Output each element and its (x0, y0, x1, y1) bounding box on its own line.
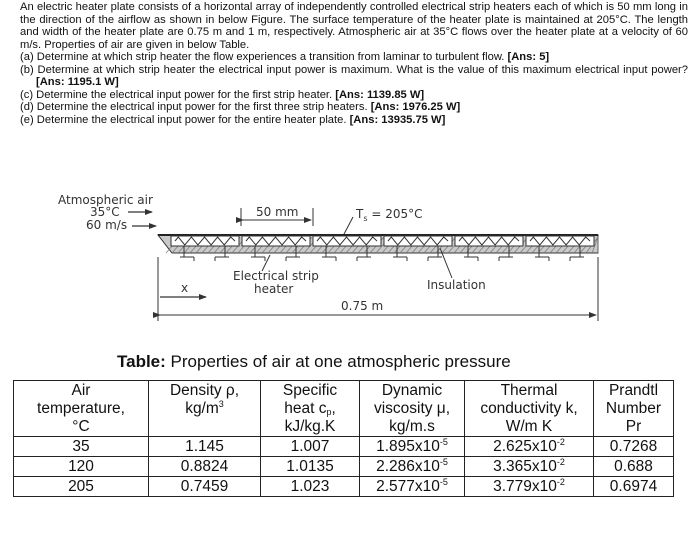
strip-length-label: 50 mm (256, 205, 299, 219)
cell-exponent: -5 (439, 477, 448, 487)
part-c-answer: [Ans: 1139.85 W] (335, 88, 425, 101)
table-row (14, 457, 674, 477)
cell-specific-heat: 1.023 (261, 477, 360, 497)
heater-plate-figure (0, 185, 700, 345)
cell-conductivity (465, 477, 594, 497)
cell-exponent: -5 (439, 457, 448, 467)
problem-intro: An electric heater plate consists of a horizontal array of independently controlled electrical strip heaters each of which is 50 mm long in the direction of the airflow as shown in below Figure. The surface temperature of the heater plate is maintained at 205°C. The length and width of the heater plate are 0.75 m and 1 m, respectively. Atmospheric air at 35°C flows over the heater plate at a velocity of 60 m/s. Properties of air are given in below Table. (20, 1, 688, 51)
cell-temperature: 35 (14, 437, 149, 457)
part-c-text: (c) Determine the electrical input power for the first strip heater. (20, 88, 336, 101)
header-text: kg/m (185, 400, 219, 417)
cell-mantissa: 2.577x10 (376, 478, 440, 495)
table-title (117, 352, 511, 372)
part-a-text: (a) Determine at which strip heater the flow experiences a transition from laminar to turbulent flow. (20, 51, 508, 63)
header-conductivity (465, 381, 594, 437)
cell-exponent: -2 (556, 457, 565, 467)
header-density (149, 381, 261, 437)
table-header-row (14, 381, 674, 437)
part-b-answer: [Ans: 1195.1 W] (36, 76, 119, 88)
header-text: °C (72, 418, 90, 435)
cell-viscosity (360, 477, 465, 497)
header-prandtl (594, 381, 674, 437)
part-d-text: (d) Determine the electrical input power for the first three strip heaters. (20, 101, 371, 113)
part-c (20, 89, 688, 102)
air-velocity-label: 60 m/s (86, 218, 128, 232)
header-superscript: 3 (218, 399, 224, 409)
part-b-text: (b) Determine at which strip heater the electrical input power is maximum. What is the value of this maximum electrical input power? (20, 63, 688, 76)
header-text: kJ/kg.K (284, 418, 336, 435)
header-text: heat c (284, 400, 327, 417)
surface-temp-subscript: s (363, 214, 368, 223)
air-temp-label: 35°C (90, 205, 120, 219)
table-title-bold: Table: (117, 352, 166, 371)
cell-viscosity (360, 437, 465, 457)
table-row (14, 477, 674, 497)
cell-prandtl: 0.7268 (594, 437, 674, 457)
surface-temp-leader (343, 217, 353, 236)
cell-prandtl: 0.6974 (594, 477, 674, 497)
surface-temp-value: = 205°C (367, 207, 423, 221)
header-text: kg/m.s (389, 418, 435, 435)
part-e (20, 114, 688, 127)
header-text: Air (71, 382, 91, 399)
surface-temp-symbol: T (356, 207, 364, 221)
x-axis-label: x (181, 281, 189, 295)
cell-mantissa: 3.365x10 (493, 458, 557, 475)
header-viscosity (360, 381, 465, 437)
part-d (20, 101, 688, 114)
cell-mantissa: 2.286x10 (376, 458, 440, 475)
cell-density: 1.145 (149, 437, 261, 457)
part-b (20, 64, 688, 89)
cell-prandtl: 0.688 (594, 457, 674, 477)
table-row (14, 437, 674, 457)
part-e-text: (e) Determine the electrical input power for the entire heater plate. (20, 113, 350, 126)
air-properties-table (13, 380, 674, 497)
air-label: Atmospheric air (58, 193, 153, 207)
cell-conductivity (465, 437, 594, 457)
part-e-answer: [Ans: 13935.75 W] (349, 113, 446, 126)
header-text: Prandtl (608, 382, 659, 399)
cell-exponent: -2 (556, 477, 565, 487)
header-text: W/m K (505, 418, 553, 435)
cell-exponent: -5 (439, 437, 448, 447)
header-text: Pr (625, 418, 642, 435)
cell-specific-heat: 1.007 (261, 437, 360, 457)
header-text: viscosity μ, (373, 400, 451, 417)
header-text: , (331, 400, 336, 417)
cell-temperature: 205 (14, 477, 149, 497)
header-subscript: p (326, 407, 332, 417)
heater-label-line2: heater (254, 282, 294, 296)
header-text: Thermal (500, 382, 558, 399)
header-text: temperature, (37, 400, 125, 417)
cell-mantissa: 1.895x10 (376, 438, 440, 455)
heater-label-line1: Electrical strip (233, 269, 319, 283)
header-text: Dynamic (381, 382, 443, 399)
part-a-answer: [Ans: 5] (507, 51, 550, 63)
surface-temp-label (355, 207, 422, 223)
cell-viscosity (360, 457, 465, 477)
part-d-answer: [Ans: 1976.25 W] (370, 101, 461, 113)
header-text: Specific (282, 382, 338, 399)
part-a (20, 51, 688, 64)
table-title-rest: Properties of air at one atmospheric pressure (165, 352, 511, 371)
cell-mantissa: 3.779x10 (493, 478, 557, 495)
cell-density: 0.7459 (149, 477, 261, 497)
header-text: Number (605, 400, 662, 417)
header-text: conductivity k, (480, 400, 578, 417)
cell-exponent: -2 (556, 437, 565, 447)
cell-density: 0.8824 (149, 457, 261, 477)
cell-temperature: 120 (14, 457, 149, 477)
insulation-label: Insulation (427, 278, 486, 292)
plate-length-label: 0.75 m (341, 299, 384, 313)
problem-statement (20, 1, 688, 126)
header-air-temperature (14, 381, 149, 437)
header-specific-heat (261, 381, 360, 437)
cell-conductivity (465, 457, 594, 477)
cell-mantissa: 2.625x10 (493, 438, 557, 455)
header-text: Density ρ, (169, 382, 240, 399)
cell-specific-heat: 1.0135 (261, 457, 360, 477)
